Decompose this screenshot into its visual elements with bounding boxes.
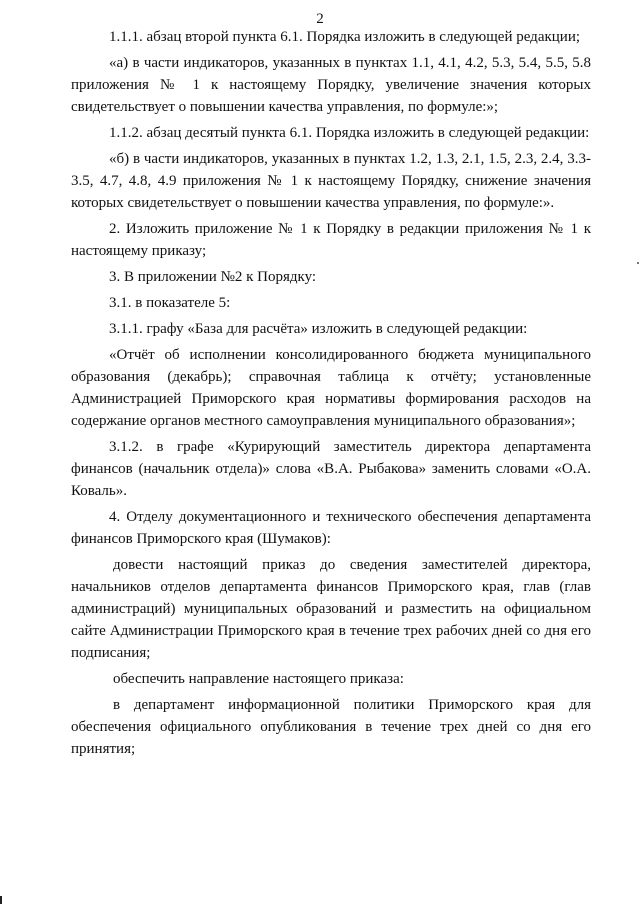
paragraph-info-policy-dept: в департамент информационной политики Приморского края для обеспечения официального опубликования в течение трех дней со дня его принятия; — [71, 697, 591, 757]
paragraph-2: 2. Изложить приложение № 1 к Порядку в редакции приложения № 1 к настоящему приказу; — [71, 221, 591, 259]
document-body — [71, 26, 591, 764]
scan-speck — [637, 262, 639, 264]
paragraph-quote-a: «а) в части индикаторов, указанных в пунктах 1.1, 4.1, 4.2, 5.3, 5.4, 5.5, 5.8 приложения № 1 к настоящему Порядку, увеличение значения которых свидетельствует о повышении качества управления, по формуле:»; — [71, 55, 591, 115]
paragraph-bring-to-attention: довести настоящий приказ до сведения заместителей директора, начальников отделов департамента финансов Приморского края, глав (глав администраций) муниципальных образований и разместить на официальном сайте Администрации Приморского края в течение трех рабочих дней со дня его подписания; — [71, 557, 591, 661]
paragraph-quote-base: «Отчёт об исполнении консолидированного бюджета муниципального образования (декабрь); справочная таблица к отчёту; установленные Администрацией Приморского края нормативы формирования расходов на содержание органов местного самоуправления муниципального образования»; — [71, 347, 591, 429]
paragraph-3-1-2: 3.1.2. в графе «Курирующий заместитель директора департамента финансов (начальник отдела)» слова «В.А. Рыбакова» заменить словами «О.А. Коваль». — [71, 439, 591, 499]
scan-speck — [0, 896, 2, 904]
paragraph-3: 3. В приложении №2 к Порядку: — [109, 269, 317, 285]
paragraph-1-1-1: 1.1.1. абзац второй пункта 6.1. Порядка изложить в следующей редакции; — [109, 29, 581, 45]
paragraph-ensure-delivery: обеспечить направление настоящего приказа: — [113, 671, 404, 687]
paragraph-1-1-2: 1.1.2. абзац десятый пункта 6.1. Порядка изложить в следующей редакции: — [109, 125, 590, 141]
paragraph-3-1: 3.1. в показателе 5: — [109, 295, 231, 311]
paragraph-4: 4. Отделу документационного и технического обеспечения департамента финансов Приморского края (Шумаков): — [71, 509, 591, 547]
paragraph-quote-b: «б) в части индикаторов, указанных в пунктах 1.2, 1.3, 2.1, 1.5, 2.3, 2.4, 3.3-3.5, 4.7, 4.8, 4.9 приложения № 1 к настоящему Порядку, снижение значения которых свидетельствует о повышении качества управления, по формуле:». — [71, 151, 591, 211]
paragraph-3-1-1: 3.1.1. графу «База для расчёта» изложить в следующей редакции: — [109, 321, 528, 337]
page-number: 2 — [316, 11, 324, 27]
